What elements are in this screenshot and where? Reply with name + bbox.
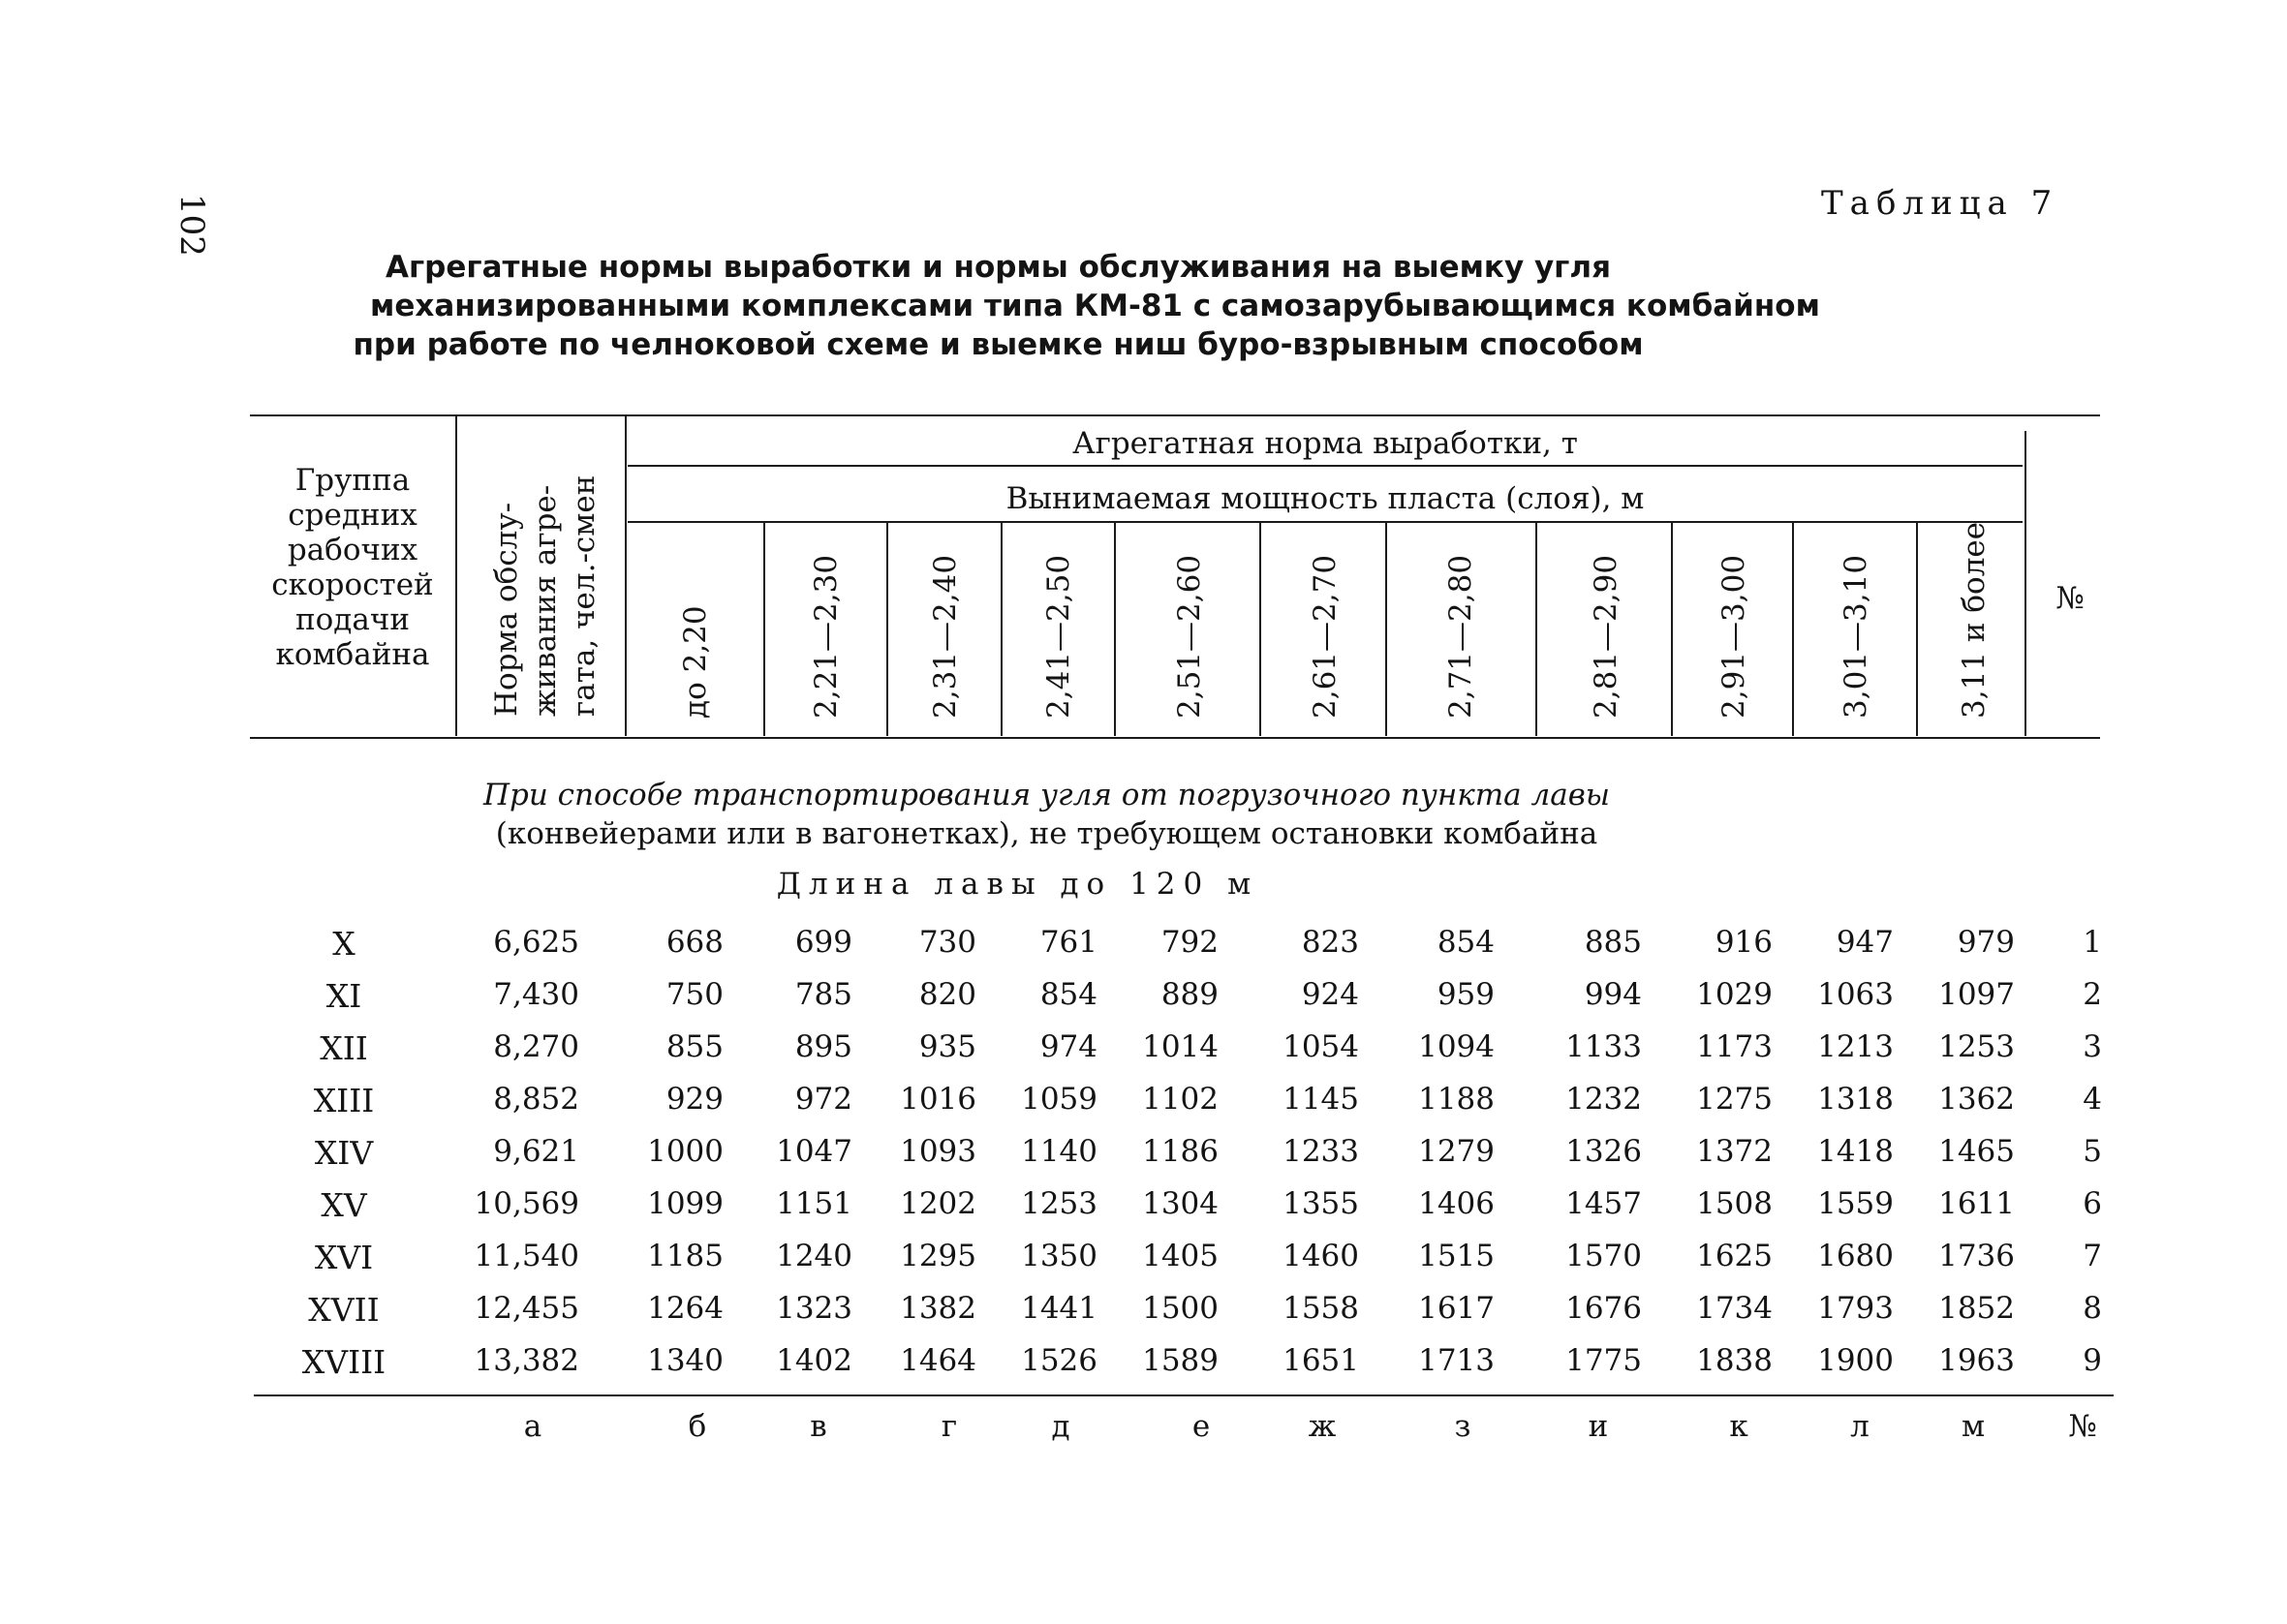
footer-letter: г [941,1409,958,1444]
table-cell: 1457 [1565,1186,1642,1221]
table-cell: 1016 [900,1082,976,1117]
footer-letter: б [688,1409,707,1444]
table-cell: 823 [1301,925,1359,960]
thickness-range-header: 2,81—2,90 [1589,554,1623,719]
table-cell: 889 [1160,977,1219,1012]
table-cell: 1465 [1938,1134,2015,1169]
table-cell: 750 [665,977,724,1012]
table-cell: 1651 [1283,1343,1359,1378]
section-subtitle: Длина лавы до 120 м [776,867,1259,902]
table-cell: 1233 [1283,1134,1359,1169]
table-cell: 1464 [900,1343,976,1378]
col-divider [886,523,888,736]
group-column-header [250,463,455,672]
table-cell: 854 [1437,925,1495,960]
row-norm-value: 8,852 [493,1082,579,1117]
thickness-range-header: 2,51—2,60 [1172,554,1207,719]
row-group-label: XI [325,977,362,1015]
col-divider [1535,523,1537,736]
table-cell: 1441 [1021,1291,1097,1326]
table-cell: 1264 [647,1291,724,1326]
table-cell: 1508 [1696,1186,1773,1221]
table-cell: 1202 [900,1186,976,1221]
table-bottom-rule [254,1394,2114,1396]
table-cell: 935 [918,1029,976,1064]
table-cell: 959 [1437,977,1495,1012]
title-line-3: при работе по челноковой схеме и выемке ниш буро-взрывным способом [353,327,1644,362]
footer-letter: № [2068,1409,2097,1444]
table-cell: 1589 [1142,1343,1219,1378]
table-cell: 1680 [1817,1239,1894,1273]
col-divider [1114,523,1116,736]
table-cell: 1140 [1021,1134,1097,1169]
footer-letter: в [810,1409,827,1444]
table-cell: 1094 [1418,1029,1495,1064]
table-cell: 1295 [900,1239,976,1273]
table-cell: 1304 [1142,1186,1219,1221]
table-cell: 1362 [1938,1082,2015,1117]
table-cell: 1240 [776,1239,852,1273]
row-number: 6 [2083,1186,2102,1221]
table-cell: 1418 [1817,1134,1894,1169]
group-header-line: комбайна [275,637,430,672]
table-cell: 1054 [1283,1029,1359,1064]
thickness-range-header: 2,61—2,70 [1308,554,1343,719]
table-cell: 1405 [1142,1239,1219,1273]
table-cell: 1617 [1418,1291,1495,1326]
table-cell: 1029 [1696,977,1773,1012]
header-divider-group [455,416,457,736]
section-line-1: При способе транспортирования угля от погрузочного пункта лавы [482,778,1610,812]
table-cell: 994 [1584,977,1642,1012]
table-cell: 1382 [900,1291,976,1326]
header-bottom-rule [250,737,2100,739]
table-cell: 929 [665,1082,724,1117]
table-cell: 1793 [1817,1291,1894,1326]
table-cell: 761 [1039,925,1097,960]
table-cell: 1213 [1817,1029,1894,1064]
row-number: 3 [2083,1029,2102,1064]
table-cell: 924 [1301,977,1359,1012]
thickness-range-header: 3,11 и более [1957,521,1992,719]
table-cell: 1145 [1283,1082,1359,1117]
group-header-line: средних [288,498,417,533]
table-cell: 1000 [647,1134,724,1169]
header-rule-aggregate [628,465,2023,467]
title-line-1: Агрегатные нормы выработки и нормы обслуживания на выемку угля [385,250,1611,285]
table-cell: 1713 [1418,1343,1495,1378]
thickness-range-header: до 2,20 [678,605,713,719]
row-group-label: XVIII [301,1343,386,1381]
table-cell: 1406 [1418,1186,1495,1221]
table-cell: 972 [794,1082,852,1117]
table-cell: 1736 [1938,1239,2015,1273]
row-group-label: XV [321,1186,367,1224]
group-header-line: Группа [294,463,411,498]
table-cell: 1515 [1418,1239,1495,1273]
table-cell: 1093 [900,1134,976,1169]
table-cell: 1059 [1021,1082,1097,1117]
norm-header-line: Норма обслу- [489,502,524,717]
col-divider [1001,523,1003,736]
header-divider-norm [625,416,627,736]
table-cell: 1625 [1696,1239,1773,1273]
table-cell: 792 [1160,925,1219,960]
table-cell: 1047 [776,1134,852,1169]
table-cell: 1350 [1021,1239,1097,1273]
row-number: 8 [2083,1291,2102,1326]
table-cell: 895 [794,1029,852,1064]
table-cell: 1326 [1565,1134,1642,1169]
table-cell: 668 [665,925,724,960]
group-header-line: подачи [294,602,411,637]
table-cell: 1676 [1565,1291,1642,1326]
table-cell: 1253 [1021,1186,1097,1221]
table-cell: 854 [1039,977,1097,1012]
row-norm-value: 11,540 [474,1239,579,1273]
col-divider [1259,523,1261,736]
row-norm-value: 8,270 [493,1029,579,1064]
table-cell: 1232 [1565,1082,1642,1117]
row-group-label: X [332,925,355,963]
row-group-label: XIV [314,1134,374,1172]
row-number: 2 [2083,977,2102,1012]
table-cell: 1099 [647,1186,724,1221]
table-cell: 1253 [1938,1029,2015,1064]
table-cell: 1355 [1283,1186,1359,1221]
number-column-header: № [2055,581,2085,616]
row-norm-value: 13,382 [474,1343,579,1378]
group-header-line: скоростей [271,567,434,602]
table-cell: 916 [1715,925,1773,960]
row-number: 4 [2083,1082,2102,1117]
footer-letter: и [1588,1409,1609,1444]
row-group-label: XII [320,1029,368,1067]
table-cell: 1570 [1565,1239,1642,1273]
table-cell: 1102 [1142,1082,1219,1117]
thickness-range-header: 2,91—3,00 [1716,554,1751,719]
table-cell: 979 [1957,925,2015,960]
norm-header-line: живания агре- [528,484,563,717]
table-cell: 1838 [1696,1343,1773,1378]
page-number: 102 [172,194,211,257]
row-norm-value: 9,621 [493,1134,579,1169]
thickness-range-header: 2,71—2,80 [1443,554,1478,719]
table-cell: 1133 [1565,1029,1642,1064]
row-number: 5 [2083,1134,2102,1169]
table-cell: 1734 [1696,1291,1773,1326]
table-cell: 1275 [1696,1082,1773,1117]
col-divider [1671,523,1673,736]
table-cell: 730 [918,925,976,960]
footer-letter: л [1850,1409,1870,1444]
table-cell: 1318 [1817,1082,1894,1117]
table-cell: 820 [918,977,976,1012]
col-divider [763,523,765,736]
table-cell: 1323 [776,1291,852,1326]
footer-letter: з [1454,1409,1471,1444]
table-cell: 1151 [776,1186,852,1221]
thickness-range-header: 2,21—2,30 [809,554,844,719]
table-cell: 885 [1584,925,1642,960]
row-norm-value: 7,430 [493,977,579,1012]
table-label: Таблица 7 [1821,184,2059,223]
norm-header-line: гата, чел.-смен [567,475,602,717]
table-cell: 1173 [1696,1029,1773,1064]
table-cell: 1611 [1938,1186,2015,1221]
table-cell: 1775 [1565,1343,1642,1378]
table-cell: 1559 [1817,1186,1894,1221]
table-cell: 1900 [1817,1343,1894,1378]
table-cell: 1063 [1817,977,1894,1012]
table-cell: 1014 [1142,1029,1219,1064]
thickness-range-header: 2,31—2,40 [928,554,963,719]
col-divider [1385,523,1387,736]
table-cell: 699 [794,925,852,960]
row-number: 9 [2083,1343,2102,1378]
table-cell: 947 [1836,925,1894,960]
row-norm-value: 12,455 [474,1291,579,1326]
footer-letter: к [1729,1409,1748,1444]
row-norm-value: 10,569 [474,1186,579,1221]
table-cell: 974 [1039,1029,1097,1064]
table-cell: 1460 [1283,1239,1359,1273]
aggregate-norm-header: Агрегатная норма выработки, т [1072,426,1578,461]
thickness-range-header: 3,01—3,10 [1839,554,1873,719]
seam-thickness-header: Вынимаемая мощность пласта (слоя), м [1005,481,1645,516]
footer-letter: д [1051,1409,1070,1444]
footer-letter: а [523,1409,542,1444]
footer-letter: ж [1308,1409,1337,1444]
col-divider [1792,523,1794,736]
row-group-label: XIII [313,1082,375,1119]
header-rule-thickness [628,521,2023,523]
row-norm-value: 6,625 [493,925,579,960]
row-group-label: XVI [314,1239,374,1276]
row-group-label: XVII [308,1291,380,1329]
row-number: 7 [2083,1239,2102,1273]
thickness-range-header: 2,41—2,50 [1041,554,1076,719]
group-header-line: рабочих [287,533,418,567]
table-cell: 1852 [1938,1291,2015,1326]
table-cell: 1186 [1142,1134,1219,1169]
title-line-2: механизированными комплексами типа КМ-81 с самозарубывающимся комбайном [370,289,1820,323]
table-cell: 1097 [1938,977,2015,1012]
table-cell: 785 [794,977,852,1012]
table-cell: 1372 [1696,1134,1773,1169]
table-cell: 1188 [1418,1082,1495,1117]
table-cell: 855 [665,1029,724,1064]
table-cell: 1500 [1142,1291,1219,1326]
table-cell: 1279 [1418,1134,1495,1169]
section-line-2: (конвейерами или в вагонетках), не требующем остановки комбайна [495,816,1598,851]
table-cell: 1526 [1021,1343,1097,1378]
footer-letter: м [1961,1409,1986,1444]
table-cell: 1558 [1283,1291,1359,1326]
table-cell: 1963 [1938,1343,2015,1378]
header-top-rule [250,414,2100,416]
footer-letter: е [1191,1409,1211,1444]
table-cell: 1185 [647,1239,724,1273]
col-divider [1916,523,1918,736]
row-number: 1 [2083,925,2102,960]
table-cell: 1402 [776,1343,852,1378]
table-cell: 1340 [647,1343,724,1378]
